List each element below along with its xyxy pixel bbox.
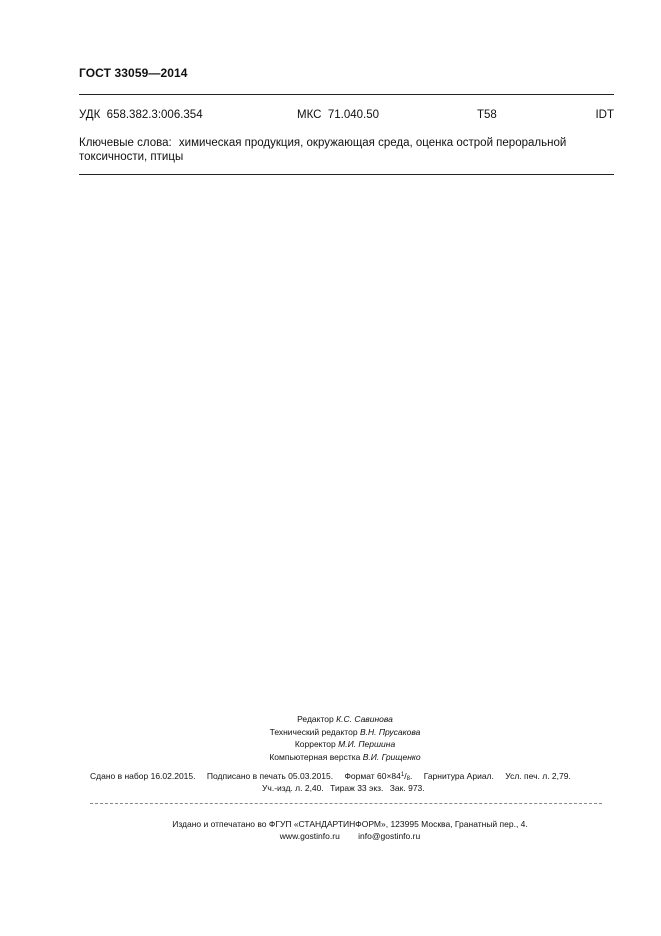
order-number: Зак. 973. [389,783,425,793]
email-link[interactable]: info@gostinfo.ru [358,831,421,841]
keywords-text: химическая продукция, окружающая среда, оценка острой пероральной токсичности, птицы [79,137,567,163]
conformity-code: IDT [595,109,614,121]
mks-code [297,109,379,121]
publisher-contacts [100,830,600,842]
editor-line [180,713,510,726]
tech-editor-name: В.Н. Прусакова [359,726,421,737]
format-sub: 8 [406,776,410,782]
standard-id: ГОСТ 33059—2014 [79,66,188,80]
signed-date: Подписано в печать 05.03.2015. [206,771,334,781]
print-sheets: Усл. печ. л. 2,79. [505,771,571,781]
tech-editor-role: Технический редактор [269,726,358,737]
udk-value: 658.382.3:006.354 [106,109,203,121]
publ-sheets: Уч.-изд. л. 2,40. [262,783,324,793]
tech-editor-line [180,726,510,739]
keywords-rule [79,174,614,175]
website-link[interactable]: www.gostinfo.ru [279,831,340,841]
print-info-line-2 [262,783,429,793]
typeface: Гарнитура Ариал. [423,771,494,781]
publisher-block [100,818,600,842]
format-sup: 1 [400,772,405,778]
mks-value: 71.040.50 [327,109,380,121]
submitted-date: Сдано в набор 16.02.2015. [90,771,196,781]
editor-name: К.С. Савинова [336,714,393,724]
editor-role: Редактор [297,714,334,724]
publisher-line: Издано и отпечатано во ФГУП «СТАНДАРТИНФОРМ», 123995 Москва, Гранатный пер., 4. [172,819,528,829]
print-info-line [90,771,620,782]
circulation: Тираж 33 экз. [330,783,384,793]
proofreader-line [180,738,510,751]
paper-format: Формат $60\times 84^1/_8$. [344,771,413,782]
layout-role: Компьютерная верстка [269,751,361,762]
proofreader-role: Корректор [294,739,336,749]
group-code: Т58 [477,109,497,121]
udk-code [79,109,203,121]
proofreader-name: М.И. Першина [338,739,396,749]
top-rule [79,94,614,95]
mks-label: МКС [297,109,322,121]
classification-row [79,109,614,125]
udk-label: УДК [79,109,101,121]
layout-name: В.И. Грищенко [362,751,421,762]
layout-line [180,751,510,764]
keywords-block [79,137,619,164]
credits-block [180,713,510,763]
keywords-label: Ключевые слова: [79,137,172,149]
separator-dashed [90,803,602,804]
format-label: Формат 60×84 [344,771,401,781]
